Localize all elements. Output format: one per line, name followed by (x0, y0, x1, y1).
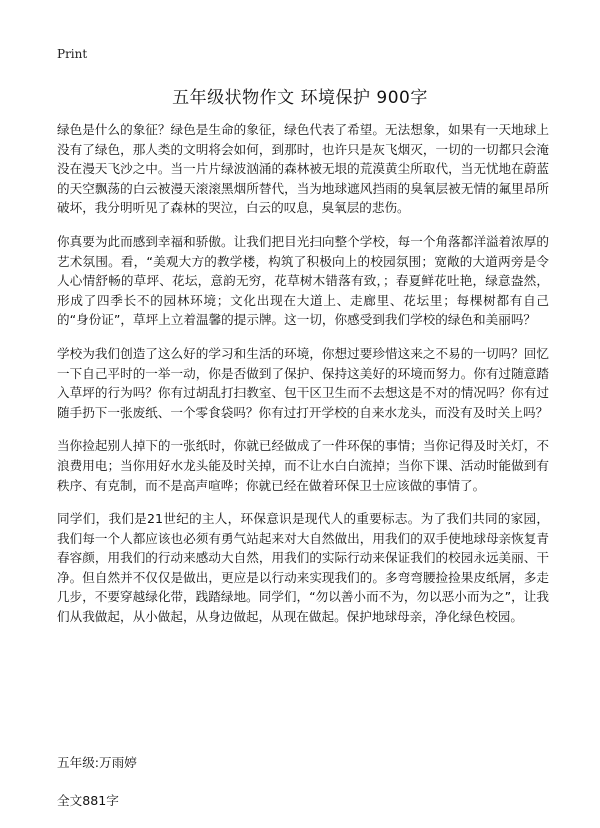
article-title: 五年级状物作文 环境保护 900字 (172, 88, 428, 108)
paragraph: 学校为我们创造了这么好的学习和生活的环境，你想过要珍惜这来之不易的一切吗？回忆一下自己平时的一举一动，你是否做到了保护、保持这美好的环境而努力。你有过随意踏入草坪的行为吗？你有过胡乱打扫教室、包干区卫生而不去想这是不对的情况吗？你有过随手扔下一张废纸、一个零食袋吗？你有过打开学校的自来水龙头，而没有及时关上吗？ (57, 345, 549, 420)
print-link[interactable]: Print (57, 47, 88, 61)
paragraph: 绿色是什么的象征？绿色是生命的象征，绿色代表了希望。无法想象，如果有一天地球上没有了绿色，那人类的文明将会如何，到那时，也许只是灰飞烟灭，一切的一切都只会淹没在漫天飞沙之中。当一片片绿波汹涌的森林被无垠的荒漠黄尘所取代，当无忧地在蔚蓝的天空飘荡的白云被漫天滚滚黑烟所替代，当为地球遮风挡雨的臭氧层被无情的氟里昂所破坏，我分明听见了森林的哭泣，白云的叹息，臭氧层的悲伤。 (57, 122, 549, 216)
author-line: 五年级:万雨婷 (57, 755, 137, 770)
article-body (57, 120, 549, 641)
paragraph: 当你捡起别人掉下的一张纸时，你就已经做成了一件环保的事情；当你记得及时关灯，不浪费用电；当你用好水龙头能及时关掉，而不让水白白流掉；当你下课、活动时能做到有秩序、有克制，而不是高声喧哗；你就已经在做着环保卫士应该做的事情了。 (57, 438, 549, 493)
paragraph: 你真要为此而感到幸福和骄傲。让我们把目光扫向整个学校，每一个角落都洋溢着浓厚的艺术氛围。看，“美观大方的教学楼，构筑了积极向上的校园氛围；宽敞的大道两旁是令人心情舒畅的草坪、花坛，意韵无穷，花草树木错落有致，；春夏鲜花吐艳，绿意盎然，形成了四季长不的园林环境；文化出现在大道上、走廊里、花坛里；每棵树都有自己的“身份证”，草坪上立着温馨的提示牌。这一切，你感受到我们学校的绿色和美丽吗？ (57, 233, 549, 328)
word-count: 全文881字 (57, 793, 119, 808)
paragraph: 同学们，我们是21世纪的主人，环保意识是现代人的重要标志。为了我们共同的家园，我们每一个人都应该也必须有勇气站起来对大自然做出，用我们的双手使地球母亲恢复青春容颜，用我们的行动来感动大自然，用我们的实际行动来保证我们的校园永远美丽、干净。但自然并不仅仅是做出，更应是以行动来实现我们的。多弯弯腰捡捡果皮纸屑，多走几步，不要穿越绿化带，践踏绿地。同学们，“勿以善小而不为，勿以恶小而为之”，让我们从我做起，从小做起，从身边做起，从现在做起。保护地球母亲，净化绿色校园。 (57, 511, 549, 625)
